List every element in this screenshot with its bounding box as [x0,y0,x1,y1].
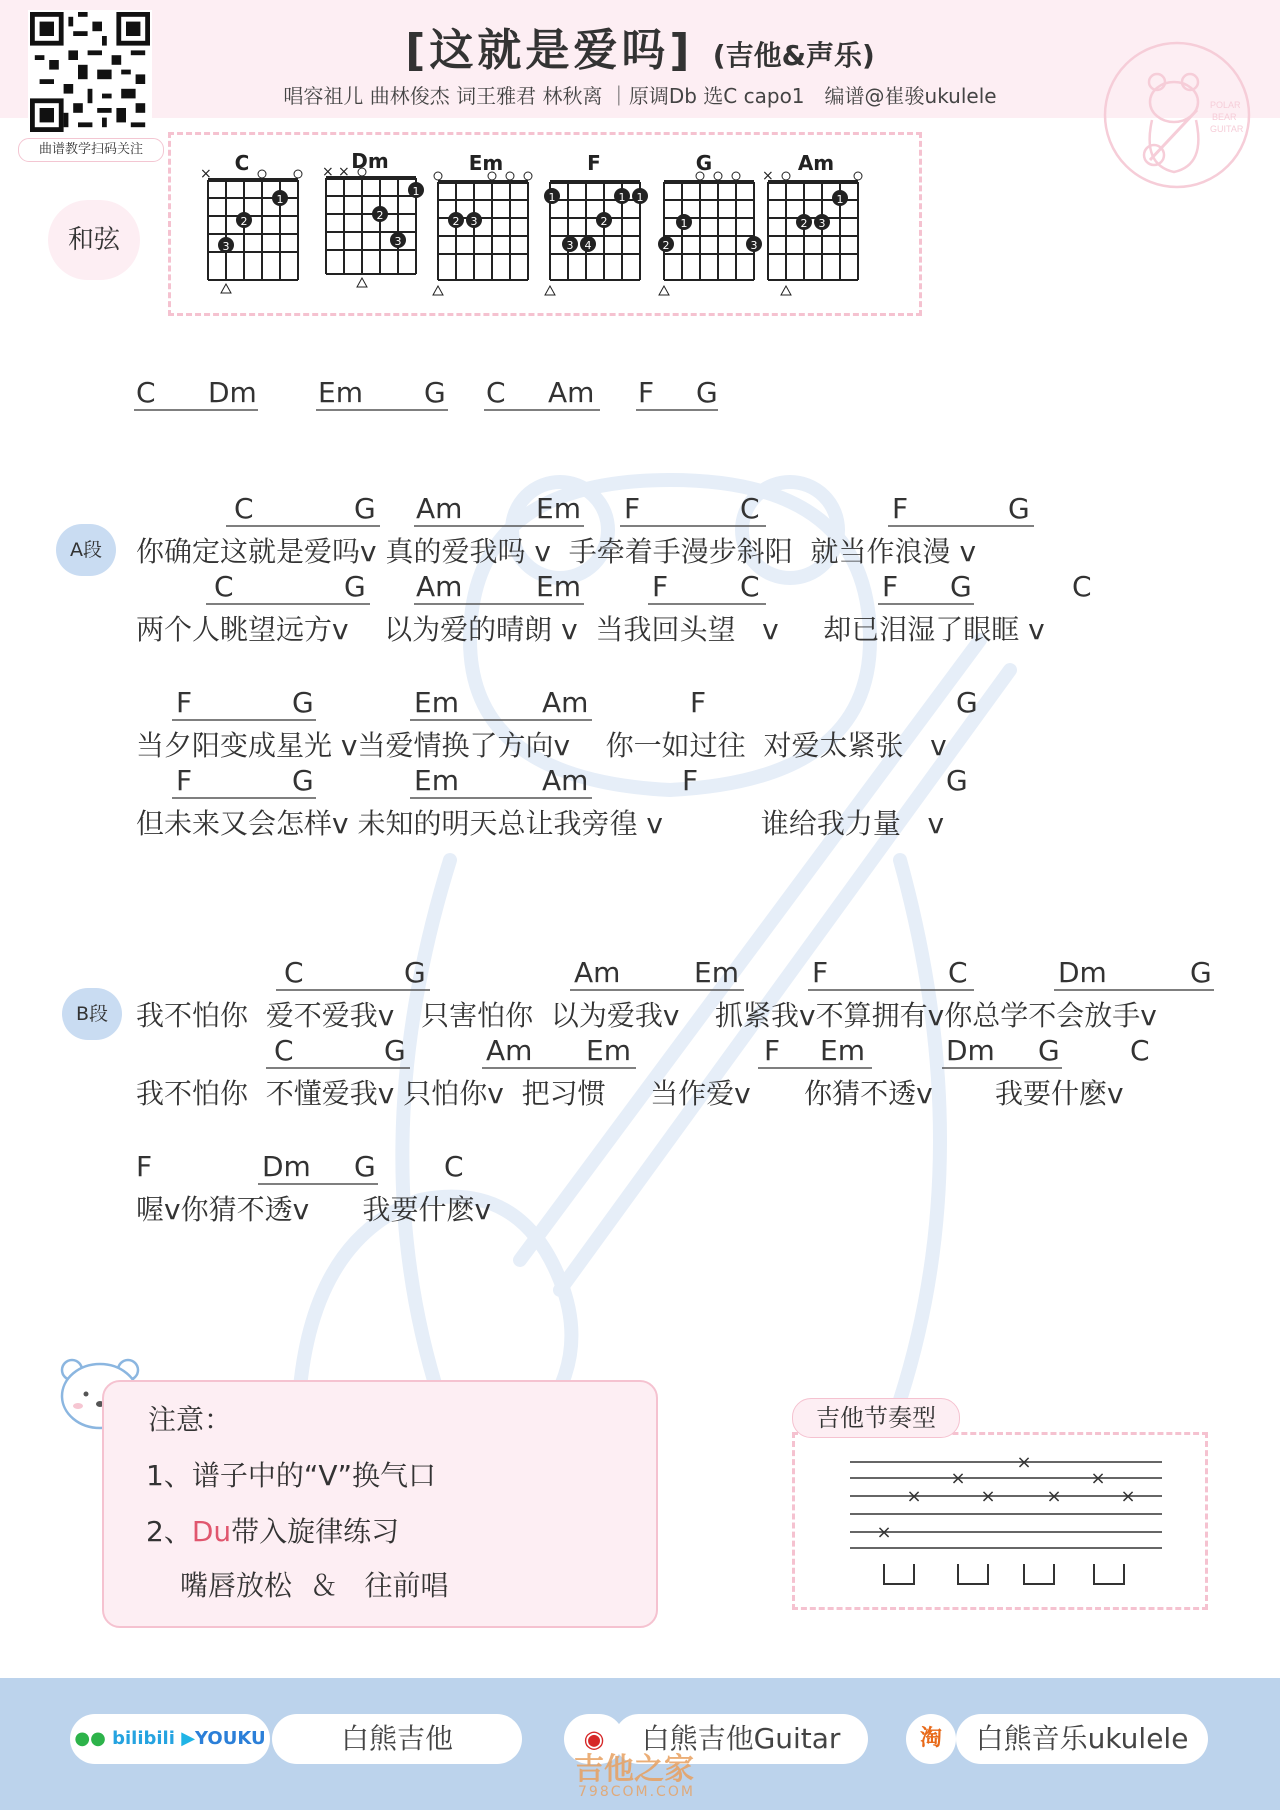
site-watermark-url: 798COM.COM [578,1784,695,1800]
svg-text:1: 1 [276,193,284,206]
qr-caption: 曲谱教学扫码关注 [18,138,164,162]
youku-icon: ▶ [181,1728,196,1749]
section-a-badge: A段 [56,524,116,576]
weibo-icon[interactable]: ◉ [564,1714,624,1764]
a1-chord-7: F [892,492,909,525]
a2-chord-6: C [740,570,760,603]
svg-text:3: 3 [394,235,402,248]
logo-text-1: POLAR [1210,100,1241,110]
a4-chord-1: F [176,764,193,797]
a1-chord-5: F [624,492,641,525]
logo-text-3: GUITAR [1210,124,1244,134]
b2-chord-2: G [384,1034,406,1067]
bilibili-label: bilibili [112,1728,175,1749]
notes-item-2 [146,1510,399,1550]
a3-chord-4: Am [542,686,589,719]
svg-text:×: × [762,168,774,184]
svg-text:×: × [322,164,334,180]
svg-text:×: × [1120,1486,1136,1507]
chord-name-dm: Dm [351,149,389,173]
a3-chord-3: Em [414,686,459,719]
chord-name-g: G [695,151,713,175]
svg-text:×: × [876,1522,892,1543]
notes-item-2-suffix: 带入旋律练习 [231,1515,400,1548]
b2-chord-1: C [274,1034,294,1067]
intro-chord-g2: G [696,376,718,409]
b1-chord-6: C [948,956,968,989]
b1-chord-8: G [1190,956,1212,989]
svg-text:4: 4 [584,239,592,252]
channel-weibo[interactable]: 白熊吉他Guitar [614,1714,868,1764]
intro-chord-g: G [424,376,446,409]
a2-chord-3: Am [416,570,463,603]
a1-lyric: 你确定这就是爱吗v 真的爱我吗 v 手牵着手漫步斜阳 就当作浪漫 v [136,535,977,568]
svg-text:3: 3 [750,239,758,252]
svg-text:×: × [980,1486,996,1507]
intro-chord-c2: C [486,376,506,409]
intro-chord-dm: Dm [208,376,257,409]
chord-name-c: C [234,151,250,175]
b3-chord-4: C [444,1150,464,1183]
svg-text:1: 1 [412,185,420,198]
a4-chord-5: F [682,764,699,797]
svg-text:2: 2 [600,215,608,228]
svg-text:×: × [1090,1468,1106,1489]
svg-text:2: 2 [662,239,670,252]
b2-chord-6: Em [820,1034,865,1067]
svg-text:×: × [950,1468,966,1489]
svg-text:1: 1 [680,217,688,230]
a4-chord-4: Am [542,764,589,797]
chord-name-em: Em [468,151,504,175]
svg-text:3: 3 [470,215,478,228]
svg-text:1: 1 [548,191,556,204]
svg-text:×: × [1016,1452,1032,1473]
b2-chord-3: Am [486,1034,533,1067]
a1-chord-4: Em [536,492,581,525]
b2-lyric: 我不怕你 不懂爱我v 只怕你v 把习惯 当作爱v 你猜不透v 我要什麽v [136,1077,1124,1110]
a2-chord-9: C [1072,570,1092,603]
svg-text:×: × [906,1486,922,1507]
a4-chord-2: G [292,764,314,797]
chord-name-am: Am [797,151,835,175]
a4-lyric: 但未来又会怎样v 未知的明天总让我旁徨 v 谁给我力量 v [136,807,945,840]
a1-chord-6: C [740,492,760,525]
a2-chord-5: F [652,570,669,603]
a1-chord-8: G [1008,492,1030,525]
a3-chord-2: G [292,686,314,719]
b1-chord-5: F [812,956,829,989]
chords-badge: 和弦 [48,200,140,280]
intro-chord-c: C [136,376,156,409]
b1-chord-7: Dm [1058,956,1107,989]
a2-chord-2: G [344,570,366,603]
platform-icons-pill[interactable] [70,1714,270,1764]
b1-chord-1: C [284,956,304,989]
b1-chord-2: G [404,956,426,989]
b2-chord-9: C [1130,1034,1150,1067]
site-watermark: 吉他之家 [574,1752,694,1787]
svg-text:3: 3 [566,239,574,252]
chord-name-f: F [587,151,601,175]
notes-title: 注意： [148,1403,233,1436]
notes-item-1: 1、谱子中的“V”换气口 [146,1459,436,1492]
b3-chord-1: F [136,1150,153,1183]
notes-item-3: 嘴唇放松 ＆ 往前唱 [180,1569,449,1602]
b2-chord-4: Em [586,1034,631,1067]
svg-text:×: × [200,166,212,182]
intro-chord-em: Em [318,376,363,409]
a2-lyric: 两个人眺望远方v 以为爱的晴朗 v 当我回头望 v 却已泪湿了眼眶 v [136,613,1045,646]
svg-text:×: × [338,164,350,180]
svg-text:2: 2 [240,215,248,228]
a1-chord-2: G [354,492,376,525]
svg-text:1: 1 [618,191,626,204]
intro-chord-f: F [638,376,655,409]
svg-text:2: 2 [452,215,460,228]
b3-chord-3: G [354,1150,376,1183]
b2-chord-7: Dm [946,1034,995,1067]
b1-lyric: 我不怕你 爱不爱我v 只害怕你 以为爱我v 抓紧我v不算拥有v你总学不会放手v [136,999,1157,1032]
a3-chord-6: G [956,686,978,719]
svg-text:3: 3 [222,240,230,253]
taobao-icon[interactable]: 淘 [906,1714,956,1764]
a3-chord-5: F [690,686,707,719]
a2-chord-7: F [882,570,899,603]
a2-chord-8: G [950,570,972,603]
a2-chord-4: Em [536,570,581,603]
svg-text:1: 1 [836,193,844,206]
song-title: [这就是爱吗] [405,25,694,76]
b3-lyric: 喔v你猜不透v 我要什麽v [136,1193,492,1226]
channel-white-bear-guitar[interactable]: 白熊吉他 [272,1714,522,1764]
b2-chord-5: F [764,1034,781,1067]
a4-chord-3: Em [414,764,459,797]
a3-chord-1: F [176,686,193,719]
notes-item-2-du: Du [191,1515,232,1548]
song-credits: 唱容祖儿 曲林俊杰 词王雅君 林秋离 ｜原调Db 选C capo1 编谱@崔骏ukulele [283,84,997,108]
a3-lyric: 当夕阳变成星光 v当爱情换了方向v 你一如过往 对爱太紧张 v [136,729,947,762]
youku-label: YOUKU [195,1728,266,1749]
a4-chord-6: G [946,764,968,797]
svg-text:3: 3 [818,217,826,230]
a1-chord-3: Am [416,492,463,525]
intro-chord-am: Am [548,376,595,409]
rhythm-pattern-tab [840,1450,1180,1590]
b2-chord-8: G [1038,1034,1060,1067]
a1-chord-1: C [234,492,254,525]
section-b-badge: B段 [62,988,122,1040]
logo-text-2: BEAR [1212,112,1237,122]
b1-chord-4: Em [694,956,739,989]
song-subtitle: (吉他&声乐) [712,39,875,72]
svg-text:×: × [1046,1486,1062,1507]
b3-chord-2: Dm [262,1150,311,1183]
b1-chord-3: Am [574,956,621,989]
svg-text:1: 1 [636,191,644,204]
channel-taobao[interactable]: 白熊音乐ukulele [956,1714,1208,1764]
svg-text:2: 2 [376,209,384,222]
svg-text:2: 2 [800,217,808,230]
wechat-icon: ●● [74,1728,106,1749]
a2-chord-1: C [214,570,234,603]
rhythm-pattern-label: 吉他节奏型 [792,1398,960,1438]
notes-item-2-prefix: 2、 [146,1515,192,1548]
